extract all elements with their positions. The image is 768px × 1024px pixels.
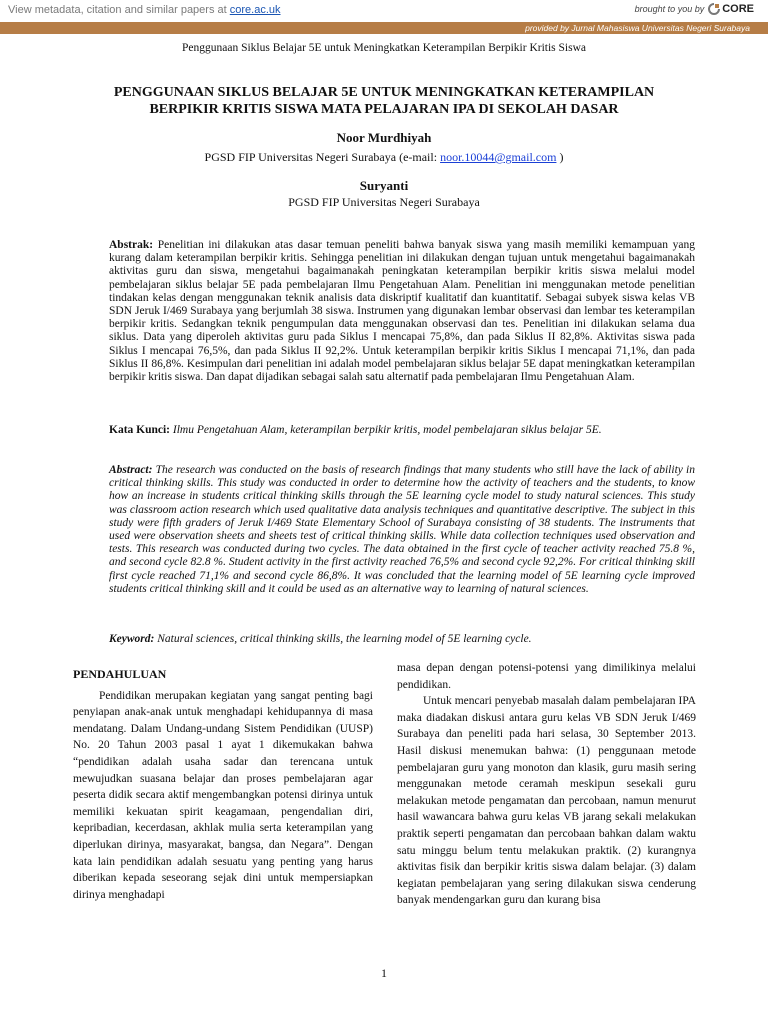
- abstrak-text: Penelitian ini dilakukan atas dasar temuan peneliti bahwa banyak siswa yang masih memiliki kemampuan yang kurang dalam keterampilan berpikir kritis. Sehingga penelitian ini dilakukan dengan tujuan untuk mengetahui bagaimanakah aktivitas guru dan siswa, mengetahui bagaimanakah peningkatan keterampilan berpikir kritis siswa melalui model pembelajaran siklus belajar 5E pada pembelajaran Ilmu Pengetahuan Alam. Penelitian ini menggunakan metode penelitian tindakan kelas dengan menggunakan teknik analisis data diskriptif kualitatif dan kuantitatif. Sebagai subyek siswa kelas VB SDN Jeruk I/469 Surabaya yang berjumlah 38 siswa. Instrumen yang digunakan lembar observasi dan lembar tes keterampilan berpikir kritis. Sedangkan teknik pengumpulan data menggunakan observasi dan tes. Penelitian ini dilakukan selama dua siklus. Data yang diperoleh aktivitas guru pada Siklus I mencapai 75,8%, dan pada Siklus II 82,8%. Aktivitas siswa pada Siklus I mencapai 76,5%, dan pada Siklus II 92,2%. Untuk keterampilan berpikir kritis Siklus I mencapai 71,1%, dan pada Siklus II 86,8%. Kesimpulan dari penelitian ini adalah model pembelajaran siklus belajar 5E dapat meningkatkan keterampilan berpikir kritis siswa. Dan dapat dijadikan sebagai salah satu alternatif pada pembelajaran Ilmu Pengetahuan Alam.: [109, 239, 696, 384]
- keyword-en-text: Natural sciences, critical thinking skills, the learning model of 5E learning cycle.: [157, 633, 532, 645]
- provided-by-text[interactable]: provided by Jurnal Mahasiswa Universitas Negeri Surabaya: [525, 23, 750, 33]
- affiliation-text-1: PGSD FIP Universitas Negeri Surabaya (e-mail:: [204, 150, 441, 164]
- core-metadata-notice: [8, 4, 281, 16]
- author-email-link[interactable]: noor.10044@gmail.com: [440, 150, 557, 164]
- core-logo-icon: [708, 3, 720, 15]
- provided-by-bar: [0, 22, 768, 34]
- body-column-left: [73, 666, 373, 903]
- core-metadata-text: View metadata, citation and similar papers at: [8, 4, 227, 16]
- affiliation-end-1: ): [556, 150, 564, 164]
- kata-kunci-text: Ilmu Pengetahuan Alam, keterampilan berpikir kritis, model pembelajaran siklus belajar 5E.: [172, 424, 602, 436]
- core-banner: [0, 0, 768, 22]
- section-heading-pendahuluan: PENDAHULUAN: [73, 667, 167, 681]
- core-logo-text: CORE: [722, 3, 754, 15]
- author-affiliation-2: PGSD FIP Universitas Negeri Surabaya: [288, 195, 480, 209]
- paper-title: PENGGUNAAN SIKLUS BELAJAR 5E UNTUK MENINGKATKAN KETERAMPILAN BERPIKIR KRITIS SISWA MATA PELAJARAN IPA DI SEKOLAH DASAR: [113, 85, 655, 117]
- body-paragraph-right-2: Untuk mencari penyebab masalah dalam pembelajaran IPA maka diadakan diskusi antara guru kelas VB SDN Jeruk I/469 Surabaya dan peneliti pada hari selasa, 30 September 2013. Hasil diskusi menemukan bahwa: (1) penggunaan metode pembelajaran guru yang monoton dan klasik, guru masih sering menggunakan metode ceramah meskipun sesekali guru melakukan metode pengamatan dan percobaan, namun menurut hasil wawancara bahwa guru kelas VB jarang sekali melakukan praktik seperti pengamatan dan percobaan bahkan dalam waktu satu minggu belum tentu melakukan praktik. (2) kurangnya aktivitas fisik dan berpikir kritis siswa dalam belajar. (3) dalam kegiatan pembelajaran yang sering dilakukan siswa cenderung banyak mendengarkan guru dan kurang bisa: [397, 695, 696, 907]
- kata-kunci-block: [109, 424, 695, 437]
- abstract-en-text: The research was conducted on the basis of research findings that many students who still have the lack of ability in critical thinking skills. This study was conducted in order to determine how the activity of teachers and the students, to know how an increase in students critical thinking skills through the 5E learning cycle model to study natural sciences. This study was classroom action research which used qualitative data analysis techniques and quantitative descriptive. The subject in this study were fifth graders of Jeruk I/469 State Elementary School of Surabaya consisting of 38 students. The instruments that used were observation sheets and sheets test of critical thinking skills. While data collection techniques used observation and tests. This research was conducted during two cycles. The data obtained in the first cycle of teacher activity reached 75.8 %, and second cycle 82.8 %. Student activity in the first activity reached 76,5% and second cycle 92,2%. For critical thinking skill first cycle reached 71,1% and second cycle 86,8%. It was concluded that the learning model of 5E learning cycle improved students critical thinking skill and it could be used as an alternative way to learning of natural sciences.: [109, 464, 696, 595]
- abstract-en-label: Abstract:: [109, 464, 153, 476]
- body-paragraph-right-1: masa depan dengan potensi-potensi yang dimilikinya melalui pendidikan.: [397, 662, 696, 691]
- author-name-1: Noor Murdhiyah: [336, 130, 432, 145]
- running-head: Penggunaan Siklus Belajar 5E untuk Meningkatkan Keterampilan Berpikir Kritis Siswa: [181, 42, 587, 54]
- core-link[interactable]: core.ac.uk: [229, 4, 281, 16]
- body-column-right: [397, 660, 696, 909]
- abstrak-label: Abstrak:: [109, 239, 154, 251]
- body-paragraph-left: Pendidikan merupakan kegiatan yang sangat penting bagi penyiapan anak-anak untuk menghadapi kehidupannya di masa mendatang. Dalam Undang-undang Sistem Pendidikan (UUSP) No. 20 Tahun 2003 pasal 1 ayat 1 dikemukakan bahwa “pendidikan adalah usaha sadar dan terencana untuk mewujudkan suasana belajar dan proses pembelajaran agar peserta didik secara aktif mengembangkan potensi dirinya untuk memiliki kekuatan spirit keagamaan, pengendalian diri, kepribadian, kecerdasan, akhlak mulia serta keterampilan yang diperlukan dirinya, masyarakat, bangsa, dan Negara”. Dengan kata lain pendidikan adalah sesuatu yang penting yang harus diberikan kepada seseorang sejak dini untuk mempersiapkan dirinya menghadapi: [73, 689, 373, 901]
- core-brand[interactable]: [635, 3, 754, 15]
- brought-by-text: brought to you by: [634, 4, 705, 14]
- page-number: 1: [381, 966, 387, 980]
- keyword-en-label: Keyword:: [109, 633, 155, 645]
- keyword-en-block: [109, 633, 695, 646]
- abstract-en-block: [109, 464, 695, 596]
- author-affiliation-1: [0, 150, 768, 165]
- core-logo: [708, 3, 754, 15]
- kata-kunci-label: Kata Kunci:: [109, 424, 171, 436]
- abstrak-block: [109, 239, 695, 384]
- author-name-2: Suryanti: [359, 178, 409, 193]
